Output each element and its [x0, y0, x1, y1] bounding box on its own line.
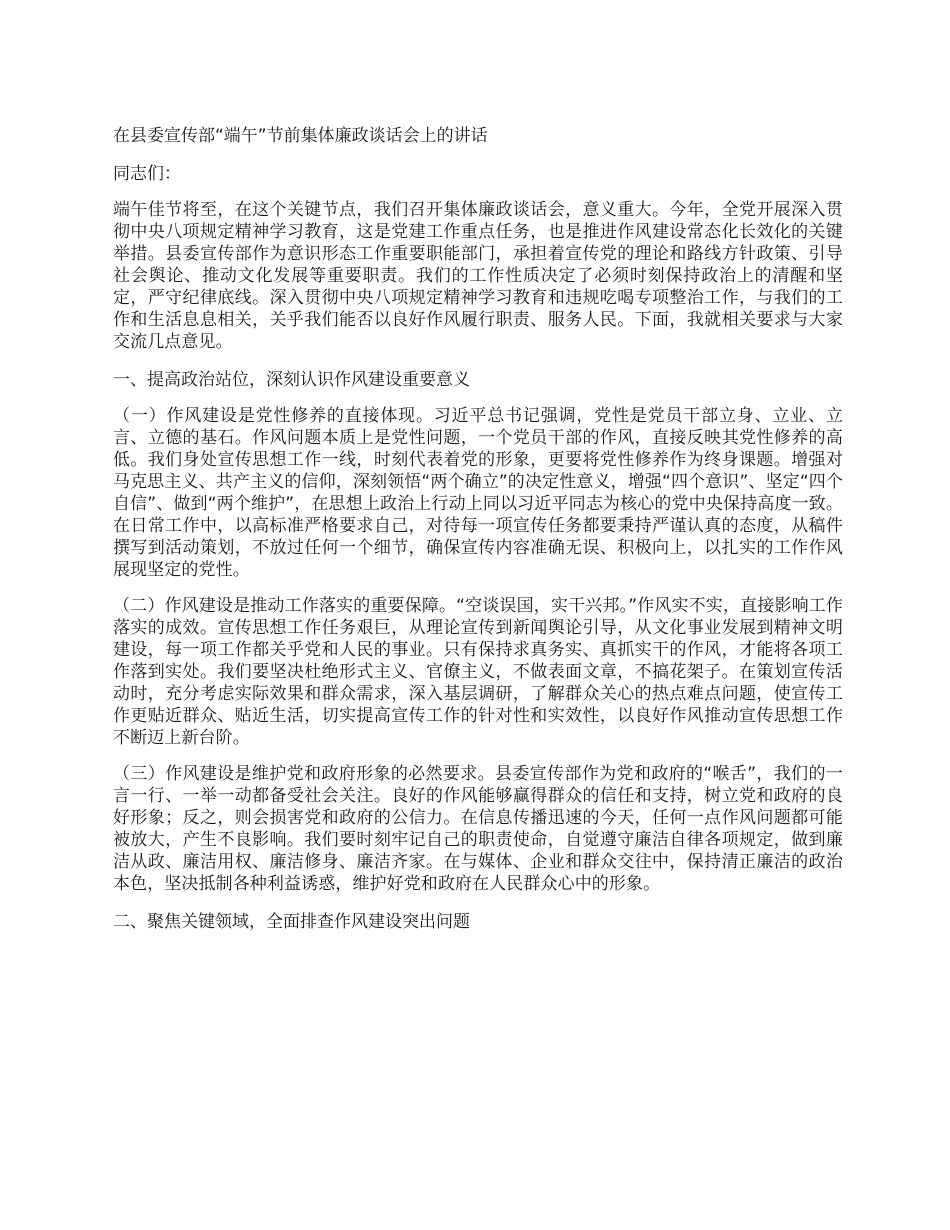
intro-paragraph: 端午佳节将至，在这个关键节点，我们召开集体廉政谈话会，意义重大。今年，全党开展深入贯彻中央八项规定精神学习教育，这是党建工作重点任务，也是推进作风建设常态化长效化的关键举措。县委宣传部作为意识形态工作重要职能部门，承担着宣传党的理论和路线方针政策、引导社会舆论、推动文化发展等重要职责。我们的工作性质决定了必须时刻保持政治上的清醒和坚定，严守纪律底线。深入贯彻中央八项规定精神学习教育和违规吃喝专项整治工作，与我们的工作和生活息息相关，关乎我们能否以良好作风履行职责、服务人民。下面，我就相关要求与大家交流几点意见。 [113, 200, 843, 352]
salutation: 同志们： [113, 164, 181, 184]
section-1-paragraph-2: （二）作风建设是推动工作落实的重要保障。“空谈误国，实干兴邦。”作风实不实，直接影响工作落实的成效。宣传思想工作任务艰巨，从理论宣传到新闻舆论引导，从文化事业发展到精神文明建设，每一项工作都关乎党和人民的事业。只有保持求真务实、真抓实干的作风，才能将各项工作落到实处。我们要坚决杜绝形式主义、官僚主义，不做表面文章，不搞花架子。在策划宣传活动时，充分考虑实际效果和群众需求，深入基层调研，了解群众关心的热点难点问题，使宣传工作更贴近群众、贴近生活，切实提高宣传工作的针对性和实效性，以良好作风推动宣传思想工作不断迈上新台阶。 [113, 596, 843, 748]
document-title: 在县委宣传部“端午”节前集体廉政谈话会上的讲话 [113, 126, 488, 146]
section-1-paragraph-1: （一）作风建设是党性修养的直接体现。习近平总书记强调，党性是党员干部立身、立业、立言、立德的基石。作风问题本质上是党性问题，一个党员干部的作风，直接反映其党性修养的高低。我们身处宣传思想工作一线，时刻代表着党的形象，更要将党性修养作为终身课题。增强对马克思主义、共产主义的信仰，深刻领悟“两个确立”的决定性意义，增强“四个意识”、坚定“四个自信”、做到“两个维护”，在思想上政治上行动上同以习近平同志为核心的党中央保持高度一致。在日常工作中，以高标准严格要求自己，对待每一项宣传任务都要秉持严谨认真的态度，从稿件撰写到活动策划，不放过任何一个细节，确保宣传内容准确无误、积极向上，以扎实的工作作风展现坚定的党性。 [113, 406, 843, 580]
document-page [113, 123, 843, 947]
section-1-paragraph-3: （三）作风建设是维护党和政府形象的必然要求。县委宣传部作为党和政府的“喉舌”，我们的一言一行、一举一动都备受社会关注。良好的作风能够赢得群众的信任和支持，树立党和政府的良好形象；反之，则会损害党和政府的公信力。在信息传播迅速的今天，任何一点作风问题都可能被放大，产生不良影响。我们要时刻牢记自己的职责使命，自觉遵守廉洁自律各项规定，做到廉洁从政、廉洁用权、廉洁修身、廉洁齐家。在与媒体、企业和群众交往中，保持清正廉洁的政治本色，坚决抵制各种利益诱惑，维护好党和政府在人民群众心中的形象。 [113, 764, 843, 894]
section-2-heading: 二、聚焦关键领域，全面排查作风建设突出问题 [113, 912, 470, 932]
section-1-heading: 一、提高政治站位，深刻认识作风建设重要意义 [113, 370, 470, 390]
